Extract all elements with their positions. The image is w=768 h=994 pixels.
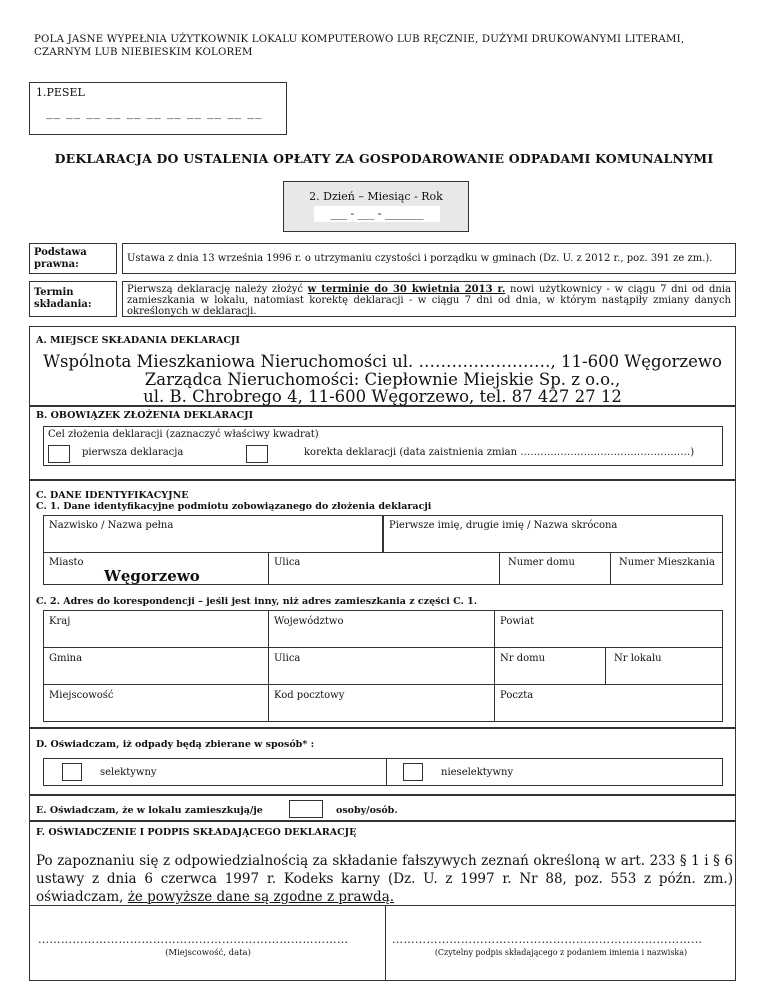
surname-label: Nazwisko / Nazwa pełna — [49, 520, 174, 531]
post-office-label: Poczta — [500, 690, 534, 701]
city-field[interactable] — [43, 552, 269, 585]
flat2-label: Nr lokalu — [614, 653, 662, 664]
section-b-heading: B. OBOWIĄZEK ZŁOŻENIA DEKLARACJI — [36, 410, 254, 421]
section-c1-heading: C. 1. Dane identyfikacyjne podmiotu zobowiązanego do złożenia deklaracji — [36, 501, 432, 512]
legal-basis-label-box — [29, 243, 117, 274]
street2-field[interactable] — [268, 647, 495, 685]
flat-number-label: Numer Mieszkania — [619, 557, 715, 568]
street2-label: Ulica — [274, 653, 301, 664]
country-field[interactable] — [43, 610, 269, 648]
postcode-field[interactable] — [268, 684, 495, 722]
commune-field[interactable] — [43, 647, 269, 685]
selective-label: selektywny — [100, 767, 157, 778]
city-label: Miasto — [49, 557, 84, 568]
purpose-label: Cel złożenia deklaracji (zaznaczyć właściwy kwadrat) — [48, 429, 319, 440]
section-d — [29, 728, 736, 795]
deadline-text — [127, 284, 731, 317]
submission-place-line2: Zarządca Nieruchomości: Ciepłownie Miejskie Sp. z o.o., — [144, 370, 621, 389]
country-label: Kraj — [49, 616, 71, 627]
selective-checkbox[interactable] — [62, 763, 82, 781]
section-d-heading: D. Oświadczam, iż odpady będą zbierane w sposób* : — [36, 739, 315, 750]
firstnames-field[interactable] — [383, 515, 723, 553]
legal-basis-text: Ustawa z dnia 13 września 1996 r. o utrzymaniu czystości i porządku w gminach (Dz. U. z 2012 r., poz. 391 ze zm.). — [127, 253, 713, 264]
voivodeship-field[interactable] — [268, 610, 495, 648]
deadline-text-before: Pierwszą deklarację należy złożyć — [127, 284, 308, 295]
first-declaration-label: pierwsza deklaracja — [82, 447, 184, 458]
deadline-text-after: nowi użytkownicy - w ciągu 7 dni od dnia zamieszkania w lokalu, natomiast korektę deklaracji - w ciągu 7 dni od dnia, w którym nastąpiły zmiany danych określonych w deklaracji. — [127, 284, 731, 317]
section-e — [29, 795, 736, 821]
date-input[interactable]: ___ - ___ - _______ — [314, 206, 440, 222]
first-declaration-checkbox[interactable] — [48, 445, 70, 463]
deadline-date: w terminie do 30 kwietnia 2013 r. — [307, 284, 506, 295]
deadline-label-box — [29, 281, 117, 317]
street-field[interactable] — [268, 552, 500, 585]
signature-column-divider — [385, 905, 386, 981]
correction-checkbox[interactable] — [246, 445, 268, 463]
legal-basis-label: Podstawa prawna: — [34, 247, 87, 270]
voivodeship-label: Województwo — [274, 616, 344, 627]
non-selective-checkbox[interactable] — [403, 763, 423, 781]
firstnames-label: Pierwsze imię, drugie imię / Nazwa skrócona — [389, 520, 618, 531]
section-c — [29, 480, 736, 728]
deadline-box — [122, 281, 736, 317]
city-value: Węgorzewo — [104, 567, 200, 585]
postcode-label: Kod pocztowy — [274, 690, 345, 701]
purpose-box — [43, 426, 723, 466]
pesel-field[interactable] — [29, 82, 287, 135]
declaration-statement-underlined: że powyższe dane są zgodne z prawdą. — [127, 889, 395, 905]
signature-caption: (Czytelny podpis składającego z podaniem imienia i nazwiska) — [434, 948, 688, 957]
page-title: DEKLARACJA DO USTALENIA OPŁATY ZA GOSPODAROWANIE ODPADAMI KOMUNALNYMI — [54, 151, 714, 166]
section-c-heading: C. DANE IDENTYFIKACYJNE — [36, 490, 189, 501]
flat-number-field[interactable] — [610, 552, 723, 585]
pesel-digit-slots: __ __ __ __ __ __ __ __ __ __ __ — [46, 105, 263, 120]
house2-field[interactable] — [494, 647, 606, 685]
selective-option-box — [43, 758, 387, 786]
non-selective-option-box — [386, 758, 723, 786]
residents-count-input[interactable] — [289, 800, 323, 818]
house-number-field[interactable] — [499, 552, 611, 585]
section-e-text-before: E. Oświadczam, że w lokalu zamieszkują/je — [36, 805, 263, 816]
date-box — [283, 181, 469, 232]
post-office-field[interactable] — [494, 684, 723, 722]
county-field[interactable] — [494, 610, 723, 648]
locality-label: Miejscowość — [49, 690, 114, 701]
date-label: 2. Dzień – Miesiąc - Rok — [309, 190, 443, 203]
street-label: Ulica — [274, 557, 301, 568]
place-date-caption: (Miejscowość, data) — [165, 948, 251, 958]
declaration-statement — [36, 852, 733, 906]
submission-place-line1: Wspólnota Mieszkaniowa Nieruchomości ul. ……………………, 11-600 Węgorzewo — [43, 352, 722, 371]
place-date-line[interactable]: ……………………………………………………………………… — [38, 933, 349, 946]
section-a-heading: A. MIEJSCE SKŁADANIA DEKLARACJI — [36, 335, 240, 346]
legal-basis-box — [122, 243, 736, 274]
section-e-text-after: osoby/osób. — [336, 805, 398, 816]
pesel-label: 1.PESEL — [36, 86, 85, 99]
instructions-text: POLA JASNE WYPEŁNIA UŻYTKOWNIK LOKALU KOMPUTEROWO LUB RĘCZNIE, DUŻYMI DRUKOWANYMI LITERAMI, CZARNYM LUB NIEBIESKIM KOLOREM — [34, 34, 685, 58]
declaration-statement-main: Po zapoznaniu się z odpowiedzialnością za składanie fałszywych zeznań określoną w art. 233 § 1 i § 6 ustawy z dnia 6 czerwca 1997 r. Kodeks karny (Dz. U. z 1997 r. Nr 88, poz. 553 z późn. zm.) oświadczam, — [36, 853, 733, 905]
county-label: Powiat — [500, 616, 535, 627]
deadline-label: Termin składania: — [34, 287, 92, 310]
section-b — [29, 406, 736, 480]
commune-label: Gmina — [49, 653, 83, 664]
section-a — [29, 326, 736, 406]
surname-field[interactable] — [43, 515, 383, 553]
submission-place-line3: ul. B. Chrobrego 4, 11-600 Węgorzewo, tel. 87 427 27 12 — [143, 387, 622, 406]
section-f — [29, 821, 736, 981]
section-f-heading: F. OŚWIADCZENIE I PODPIS SKŁADAJĄCEGO DEKLARACJĘ — [36, 827, 357, 838]
correction-label: korekta deklaracji (data zaistnienia zmian ……………………………………………) — [304, 447, 695, 458]
section-c2-heading: C. 2. Adres do korespondencji – jeśli jest inny, niż adres zamieszkania z części C. 1. — [36, 596, 478, 607]
signature-line[interactable]: ……………………………………………………………………… — [392, 933, 703, 946]
signature-divider — [30, 905, 735, 906]
locality-field[interactable] — [43, 684, 269, 722]
flat2-field[interactable] — [605, 647, 723, 685]
house-number-label: Numer domu — [508, 557, 575, 568]
house2-label: Nr domu — [500, 653, 546, 664]
non-selective-label: nieselektywny — [441, 767, 514, 778]
